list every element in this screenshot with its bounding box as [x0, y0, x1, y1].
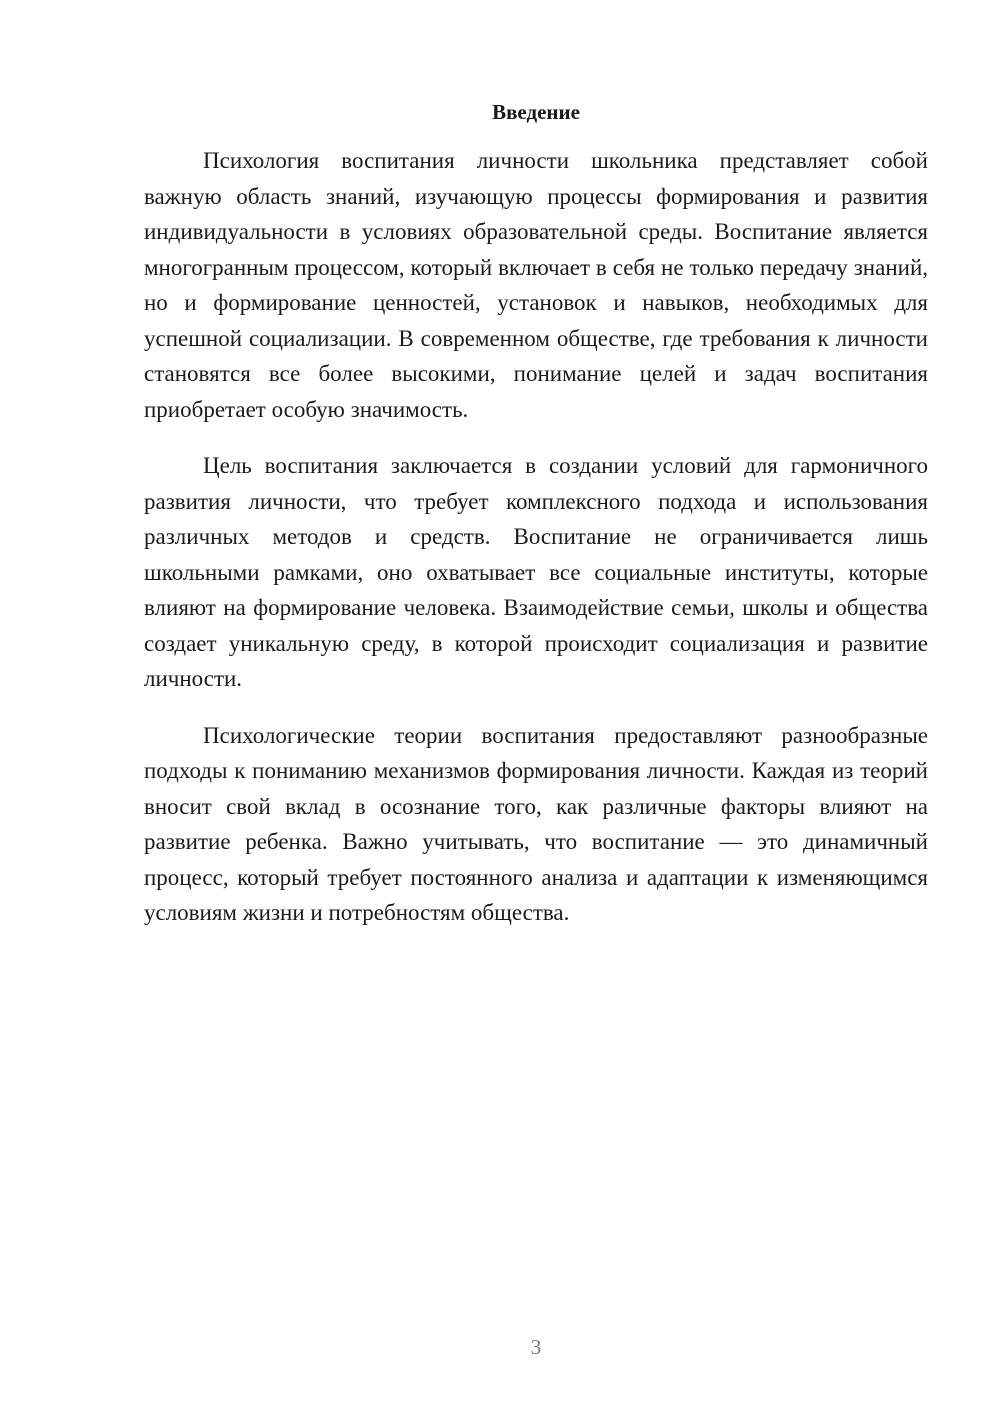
- paragraph-3: Психологические теории воспитания предоставляют разнообразные подходы к пониманию механизмов формирования личности. Каждая из теорий вносит свой вклад в осознание того, как различные факторы влияют на развитие ребенка. Важно учитывать, что воспитание — это динамичный процесс, который требует постоянного анализа и адаптации к изменяющимся условиям жизни и потребностям общества.: [144, 722, 928, 925]
- page-number: 3: [530, 1335, 542, 1359]
- section-title: Введение: [492, 100, 580, 124]
- paragraph-1: Психология воспитания личности школьника представляет собой важную область знаний, изучающую процессы формирования и развития индивидуальности в условиях образовательной среды. Воспитание является многогранным процессом, который включает в себя не только передачу знаний, но и формирование ценностей, установок и навыков, необходимых для успешной социализации. В современном обществе, где требования к личности становятся все более высокими, понимание целей и задач воспитания приобретает особую значимость.: [144, 148, 928, 422]
- body-text: [144, 143, 928, 952]
- paragraph-2: Цель воспитания заключается в создании условий для гармоничного развития личности, что требует комплексного подхода и использования различных методов и средств. Воспитание не ограничивается лишь школьными рамками, оно охватывает все социальные институты, которые влияют на формирование человека. Взаимодействие семьи, школы и общества создает уникальную среду, в которой происходит социализация и развитие личности.: [144, 453, 928, 691]
